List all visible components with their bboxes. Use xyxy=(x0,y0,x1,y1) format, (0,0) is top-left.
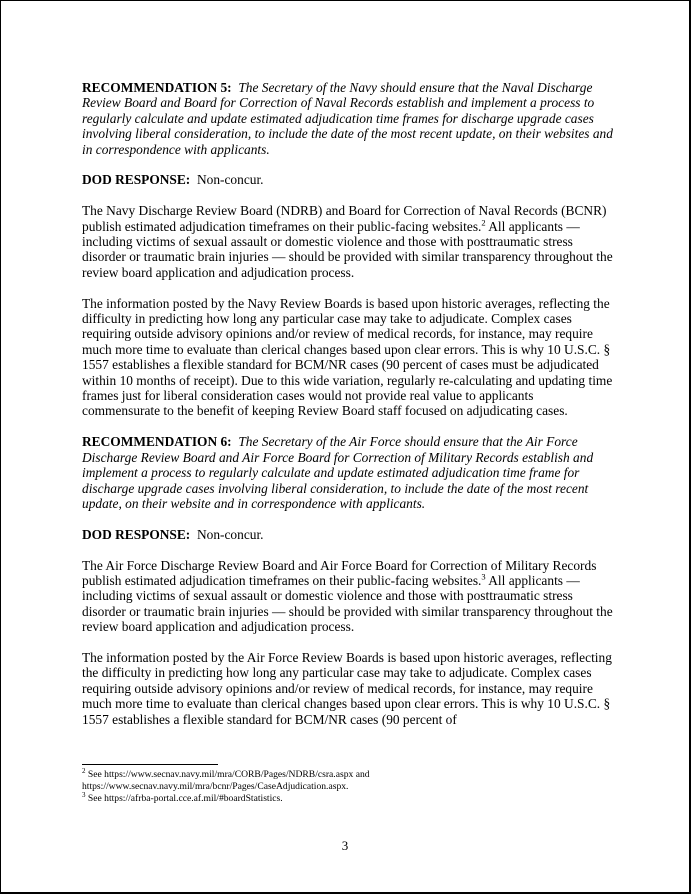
navy-paragraph-2: The information posted by the Navy Review Boards is based upon historic averages, reflecting the difficulty in predicting how long any particular case may take to adjudicate. Complex cases requiring outside advisory opinions and/or review of medical records, for instance, may require much more time to evaluate than clerical changes based upon clear errors. This is why 10 U.S.C. § 1557 establishes a flexible standard for BCM/NR cases (90 percent of cases must be adjudicated within 10 months of receipt). Due to this wide variation, regularly re-calculating and updating time frames just for liberal consideration cases would not provide real value to applicants commensurate to the benefit of keeping Review Board staff focused on adjudicating cases. xyxy=(82,295,613,419)
navy-paragraph-1-text-cont: All applicants — including victims of sexual assault or domestic violence and those with posttraumatic stress disorder or traumatic brain injuries — should be provided with similar transparency throughout the review board application and adjudication process. xyxy=(82,218,613,280)
page-number: 3 xyxy=(341,838,349,853)
footnote-3-number: 3 xyxy=(82,790,86,799)
dod-response-5-value: Non-concur. xyxy=(196,172,264,188)
dod-response-5 xyxy=(82,172,614,187)
page-body xyxy=(82,80,614,742)
footnote-ref-2[interactable]: 2 xyxy=(481,217,486,228)
footnote-3-text[interactable]: See https://afrba-portal.cce.af.mil/#boardStatistics. xyxy=(85,793,283,804)
recommendation-5-label: RECOMMENDATION 5: xyxy=(82,80,232,95)
air-force-paragraph-1-text-cont: All applicants — including victims of sexual assault or domestic violence and those with posttraumatic stress disorder or traumatic brain injuries — should be provided with similar transparency throughout the review board application and adjudication process. xyxy=(82,572,613,635)
footnote-separator xyxy=(82,764,218,765)
dod-response-6-value: Non-concur. xyxy=(196,526,264,542)
footnote-3 xyxy=(82,790,622,805)
navy-paragraph-1-text: The Navy Discharge Review Board (NDRB) and Board for Correction of Naval Records (BCNR) publish estimated adjudication timeframes on their public-facing websites. xyxy=(82,203,607,234)
air-force-paragraph-1 xyxy=(82,558,614,635)
recommendation-6-label: RECOMMENDATION 6: xyxy=(82,434,232,450)
air-force-paragraph-2: The information posted by the Air Force Review Boards is based upon historic averages, reflecting the difficulty in predicting how long any particular case may take to adjudicate. Complex cases requiring outside advisory opinions and/or review of medical records, for instance, may require much more time to evaluate than clerical changes based upon clear errors. This is why 10 U.S.C. § 1557 establishes a flexible standard for BCM/NR cases (90 percent of xyxy=(82,649,612,727)
air-force-paragraph-1-text: The Air Force Discharge Review Board and Air Force Board for Correction of Military Records publish estimated adjudication timeframes on their public-facing websites. xyxy=(82,557,597,588)
recommendation-6-text: The Secretary of the Air Force should ensure that the Air Force Discharge Review Board and Air Force Board for Correction of Military Records establish and implement a process to regularly calculate and update estimated adjudication time frame for discharge upgrade cases involving liberal consideration, to include the date of the most recent update, on their website and in correspondence with applicants. xyxy=(82,434,594,511)
footnotes-section xyxy=(82,764,622,805)
footnote-ref-3[interactable]: 3 xyxy=(481,571,486,582)
footnote-2-number: 2 xyxy=(82,766,86,775)
footnote-2 xyxy=(82,766,622,793)
recommendation-5 xyxy=(82,80,614,157)
dod-response-5-label: DOD RESPONSE: xyxy=(82,172,191,188)
recommendation-5-text: The Secretary of the Navy should ensure that the Naval Discharge Review Board and Board for Correction of Naval Records establish and implement a process to regularly calculate and update estimated adjudication time frames for discharge upgrade cases involving liberal consideration, to include the date of the most recent update, on their websites and in correspondence with applicants. xyxy=(82,80,613,157)
footnote-2-text[interactable]: See https://www.secnav.navy.mil/mra/CORB/Pages/NDRB/csra.aspx and https://www.secnav.navy.mil/mra/bcnr/Pages/CaseAdjudication.aspx. xyxy=(82,769,370,792)
dod-response-6 xyxy=(82,527,614,542)
recommendation-6 xyxy=(82,434,614,511)
navy-paragraph-1 xyxy=(82,203,614,280)
dod-response-6-label: DOD RESPONSE: xyxy=(82,526,191,542)
